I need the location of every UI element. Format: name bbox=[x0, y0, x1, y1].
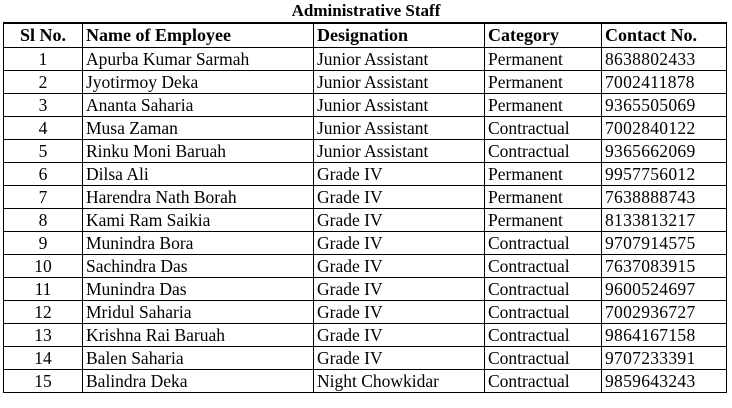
cell-contact-no: 7002411878 bbox=[602, 70, 727, 93]
cell-contact-no: 7637083915 bbox=[602, 254, 727, 277]
cell-employee-name: Apurba Kumar Sarmah bbox=[83, 47, 314, 70]
table-title: Administrative Staff bbox=[291, 1, 441, 20]
cell-employee-name: Musa Zaman bbox=[83, 116, 314, 139]
table-row bbox=[4, 162, 727, 185]
cell-contact-no: 7002936727 bbox=[602, 300, 727, 323]
table-row bbox=[4, 208, 727, 231]
cell-contact-no: 9859643243 bbox=[602, 369, 727, 392]
cell-category: Contractual bbox=[485, 231, 602, 254]
cell-category: Permanent bbox=[485, 47, 602, 70]
header-row bbox=[4, 23, 727, 47]
cell-designation: Grade IV bbox=[314, 346, 485, 369]
cell-employee-name: Sachindra Das bbox=[83, 254, 314, 277]
cell-designation: Junior Assistant bbox=[314, 93, 485, 116]
cell-sl-no: 2 bbox=[4, 70, 83, 93]
cell-contact-no: 9365505069 bbox=[602, 93, 727, 116]
cell-designation: Grade IV bbox=[314, 277, 485, 300]
cell-category: Contractual bbox=[485, 116, 602, 139]
column-header-sl-no: Sl No. bbox=[4, 23, 83, 47]
cell-category: Permanent bbox=[485, 208, 602, 231]
cell-contact-no: 8638802433 bbox=[602, 47, 727, 70]
cell-employee-name: Rinku Moni Baruah bbox=[83, 139, 314, 162]
cell-contact-no: 7638888743 bbox=[602, 185, 727, 208]
cell-employee-name: Mridul Saharia bbox=[83, 300, 314, 323]
cell-designation: Grade IV bbox=[314, 162, 485, 185]
column-header-designation: Designation bbox=[314, 23, 485, 47]
cell-designation: Grade IV bbox=[314, 208, 485, 231]
cell-contact-no: 9600524697 bbox=[602, 277, 727, 300]
cell-contact-no: 9365662069 bbox=[602, 139, 727, 162]
cell-category: Permanent bbox=[485, 93, 602, 116]
cell-designation: Grade IV bbox=[314, 254, 485, 277]
table-row bbox=[4, 323, 727, 346]
cell-contact-no: 7002840122 bbox=[602, 116, 727, 139]
cell-designation: Grade IV bbox=[314, 185, 485, 208]
cell-sl-no: 3 bbox=[4, 93, 83, 116]
cell-category: Permanent bbox=[485, 162, 602, 185]
cell-category: Permanent bbox=[485, 185, 602, 208]
cell-designation: Grade IV bbox=[314, 323, 485, 346]
cell-employee-name: Kami Ram Saikia bbox=[83, 208, 314, 231]
cell-designation: Junior Assistant bbox=[314, 70, 485, 93]
table-row bbox=[4, 369, 727, 392]
column-header-name: Name of Employee bbox=[83, 23, 314, 47]
table-row bbox=[4, 254, 727, 277]
cell-designation: Night Chowkidar bbox=[314, 369, 485, 392]
cell-category: Permanent bbox=[485, 70, 602, 93]
cell-contact-no: 9707914575 bbox=[602, 231, 727, 254]
table-row bbox=[4, 346, 727, 369]
cell-category: Contractual bbox=[485, 346, 602, 369]
cell-sl-no: 7 bbox=[4, 185, 83, 208]
cell-sl-no: 14 bbox=[4, 346, 83, 369]
cell-contact-no: 9957756012 bbox=[602, 162, 727, 185]
cell-employee-name: Krishna Rai Baruah bbox=[83, 323, 314, 346]
cell-category: Contractual bbox=[485, 369, 602, 392]
cell-designation: Junior Assistant bbox=[314, 47, 485, 70]
table-row bbox=[4, 277, 727, 300]
cell-contact-no: 9864167158 bbox=[602, 323, 727, 346]
cell-employee-name: Munindra Bora bbox=[83, 231, 314, 254]
table-row bbox=[4, 47, 727, 70]
cell-contact-no: 9707233391 bbox=[602, 346, 727, 369]
cell-category: Contractual bbox=[485, 323, 602, 346]
cell-category: Contractual bbox=[485, 254, 602, 277]
cell-sl-no: 4 bbox=[4, 116, 83, 139]
cell-sl-no: 11 bbox=[4, 277, 83, 300]
cell-sl-no: 1 bbox=[4, 47, 83, 70]
cell-employee-name: Balen Saharia bbox=[83, 346, 314, 369]
cell-sl-no: 8 bbox=[4, 208, 83, 231]
column-header-category: Category bbox=[485, 23, 602, 47]
cell-employee-name: Ananta Saharia bbox=[83, 93, 314, 116]
cell-designation: Grade IV bbox=[314, 300, 485, 323]
table-row bbox=[4, 116, 727, 139]
table-body bbox=[4, 47, 727, 392]
cell-designation: Junior Assistant bbox=[314, 116, 485, 139]
table-row bbox=[4, 185, 727, 208]
staff-table bbox=[3, 22, 727, 393]
cell-sl-no: 5 bbox=[4, 139, 83, 162]
cell-employee-name: Balindra Deka bbox=[83, 369, 314, 392]
cell-sl-no: 6 bbox=[4, 162, 83, 185]
table-row bbox=[4, 139, 727, 162]
table-row bbox=[4, 231, 727, 254]
cell-designation: Junior Assistant bbox=[314, 139, 485, 162]
cell-sl-no: 15 bbox=[4, 369, 83, 392]
cell-designation: Grade IV bbox=[314, 231, 485, 254]
column-header-contact: Contact No. bbox=[602, 23, 727, 47]
cell-sl-no: 10 bbox=[4, 254, 83, 277]
cell-category: Contractual bbox=[485, 139, 602, 162]
cell-employee-name: Jyotirmoy Deka bbox=[83, 70, 314, 93]
cell-contact-no: 8133813217 bbox=[602, 208, 727, 231]
cell-employee-name: Dilsa Ali bbox=[83, 162, 314, 185]
cell-sl-no: 13 bbox=[4, 323, 83, 346]
table-row bbox=[4, 300, 727, 323]
cell-sl-no: 9 bbox=[4, 231, 83, 254]
cell-category: Contractual bbox=[485, 300, 602, 323]
table-row bbox=[4, 93, 727, 116]
table-row bbox=[4, 70, 727, 93]
cell-employee-name: Harendra Nath Borah bbox=[83, 185, 314, 208]
cell-employee-name: Munindra Das bbox=[83, 277, 314, 300]
cell-category: Contractual bbox=[485, 277, 602, 300]
cell-sl-no: 12 bbox=[4, 300, 83, 323]
